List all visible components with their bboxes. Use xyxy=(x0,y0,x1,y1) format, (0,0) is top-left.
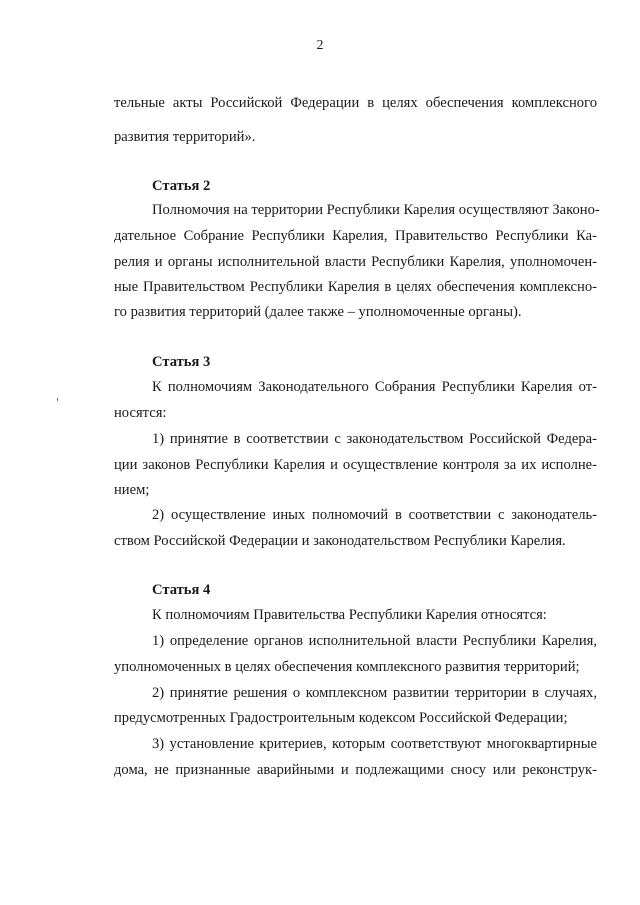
margin-mark xyxy=(57,398,58,401)
text-line: Полномочия на территории Республики Карелия осуществляют Законо- xyxy=(152,202,600,218)
text-line: развития территорий». xyxy=(114,129,256,145)
text-line: релия и органы исполнительной власти Республики Карелия, уполномочен- xyxy=(114,254,597,270)
article-heading: Статья 4 xyxy=(152,582,211,598)
text-line: тельные акты Российской Федерации в целях обеспечения комплексного xyxy=(114,95,597,111)
text-line: дома, не признанные аварийными и подлежащими сносу или реконструк- xyxy=(114,762,597,778)
text-line: ством Российской Федерации и законодательством Республики Карелия. xyxy=(114,533,566,549)
text-line: носятся: xyxy=(114,405,167,421)
article-heading: Статья 3 xyxy=(152,354,211,370)
text-line: ции законов Республики Карелия и осуществление контроля за их исполне- xyxy=(114,457,597,473)
text-line: нием; xyxy=(114,482,150,498)
text-line: 1) определение органов исполнительной власти Республики Карелия, xyxy=(152,633,597,649)
text-line: К полномочиям Правительства Республики Карелия относятся: xyxy=(152,607,547,623)
text-line: ные Правительством Республики Карелия в целях обеспечения комплексно- xyxy=(114,279,597,295)
text-line: К полномочиям Законодательного Собрания Республики Карелия от- xyxy=(152,379,597,395)
text-line: уполномоченных в целях обеспечения комплексного развития территорий; xyxy=(114,659,580,675)
text-line: 2) принятие решения о комплексном развитии территории в случаях, xyxy=(152,685,597,701)
text-line: предусмотренных Градостроительным кодексом Российской Федерации; xyxy=(114,710,568,726)
text-line: дательное Собрание Республики Карелия, Правительство Республики Ка- xyxy=(114,228,597,244)
text-line: 2) осуществление иных полномочий в соответствии с законодатель- xyxy=(152,507,597,523)
page-number: 2 xyxy=(316,38,324,53)
text-line: 3) установление критериев, которым соответствуют многоквартирные xyxy=(152,736,597,752)
text-line: 1) принятие в соответствии с законодательством Российской Федера- xyxy=(152,431,597,447)
text-line: го развития территорий (далее также – уполномоченные органы). xyxy=(114,304,522,320)
article-heading: Статья 2 xyxy=(152,178,211,194)
